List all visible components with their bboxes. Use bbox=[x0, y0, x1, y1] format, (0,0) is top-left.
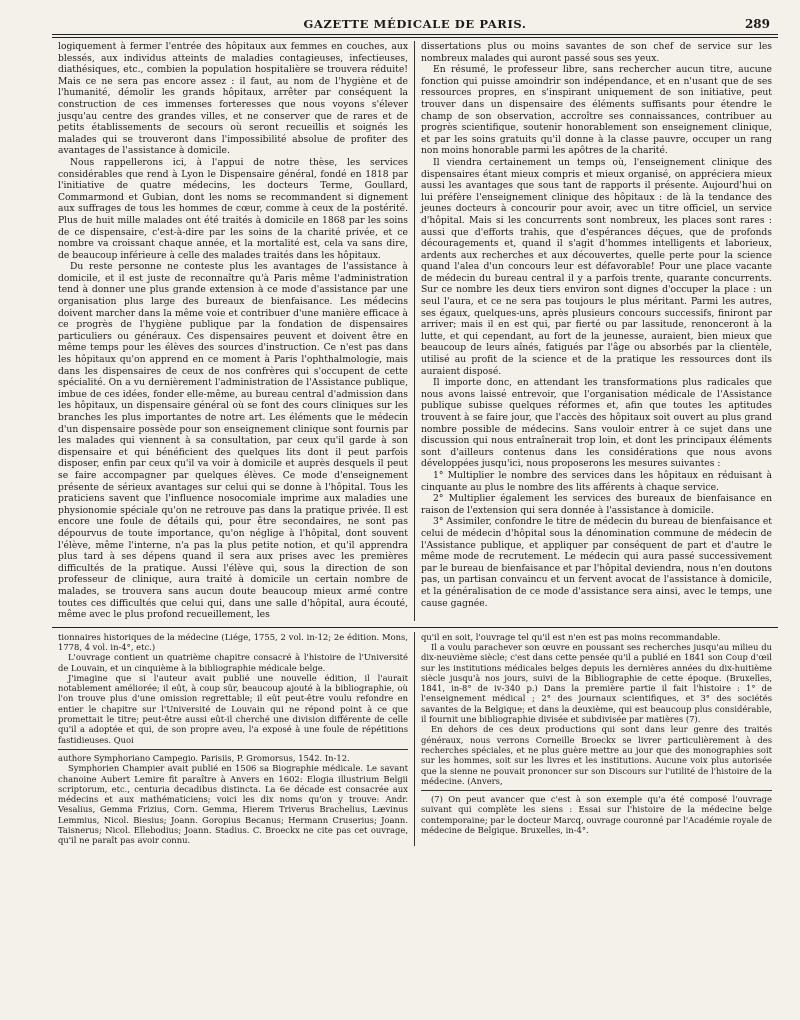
note-paragraph: L'ouvrage contient un quatrième chapitre consacré à l'histoire de l'Université de Louvain, et un cinquième à la bibliographie médicale belge. bbox=[58, 652, 408, 673]
right-paragraph: 1° Multiplier le nombre des services dans les hôpitaux en réduisant à cinquante au plus le nombre des lits afférents à chaque service. bbox=[421, 469, 772, 493]
note-paragraph: Symphorien Champier avait publié en 1506 sa Biographie médicale. Le savant chanoine Aubert Lemire fit paraître à Anvers en 1602: Elogia illustrium Belgii scriptorum, etc., centuria decadibus distincta. La 6e décade est consacrée aux médecins et aux mathématiciens; voici les dix noms qu'on y trouve: Andr. Vesalius, Gemma Frizius, Corn. Gemma, Hierem Triverus Brachelius, Lævinus Lemmius, Nicol. Biesius; Joann. Goropius Becanus; Hermann Cruserius; Joann. Taisnerus; Nicol. Ellebodius; Joann. Stadius. C. Broeckx ne cite pas cet ouvrage, qu'il ne paraît pas avoir connu. bbox=[58, 763, 408, 846]
left-column bbox=[52, 41, 415, 621]
notes-rule bbox=[52, 627, 778, 628]
page-header bbox=[52, 12, 778, 34]
header-rule bbox=[52, 34, 778, 38]
running-title: GAZETTE MÉDICALE DE PARIS. bbox=[303, 17, 527, 31]
note-paragraph: qu'il en soit, l'ouvrage tel qu'il est n'en est pas moins recommandable. bbox=[421, 631, 721, 642]
main-columns bbox=[52, 41, 778, 621]
notes-left-column bbox=[52, 632, 415, 846]
right-paragraph: En résumé, le professeur libre, sans rechercher aucun titre, aucune fonction qui puisse amoindrir son indépendance, et en n'usant que de ses ressources propres, en s'inspirant uniquement de son initiative, peut trouver dans un dispensaire des éléments suffisants pour étendre le champ de son observation, accroître ses connaissances, contribuer au progrès scientifique, soutenir honorablement son enseignement clinique, et par les soins gratuits qu'il donne à la classe pauvre, occuper un rang non moins honorable parmi les apôtres de la charité. bbox=[421, 64, 772, 157]
footnote-separator bbox=[421, 790, 772, 791]
note-paragraph: J'imagine que si l'auteur avait publié une nouvelle édition, il l'aurait notablement améliorée; il eût, à coup sûr, beaucoup ajouté à la bibliographie, où l'on trouve plus d'une omission regrettable; il eût peut-être voulu refondre en entier le chapitre sur l'Université de Louvain qui ne répond point à ce que promettait le titre; peut-être aussi eût-il cherché une division différente de celle qu'il a adoptée et qui, de son propre aveu, l'a exposé à une foule de répétitions fastidieuses. Quoi bbox=[58, 672, 408, 745]
right-paragraph: dissertations plus ou moins savantes de son chef de service sur les nombreux malades qui auront passé sous ses yeux. bbox=[421, 41, 772, 64]
right-column bbox=[415, 41, 778, 621]
note-paragraph: Il a voulu parachever son œuvre en poussant ses recherches jusqu'au milieu du dix-neuvième siècle; c'est dans cette pensée qu'il a publié en 1841 son Coup d'œil sur les institutions médicales belges depuis les dernières années du dix-huitième siècle jusqu'à nos jours, suivi de la Bibliographie de cette époque. (Bruxelles, 1841, in-8° de iv-340 p.) Dans la première partie il fait l'histoire : 1° de l'enseignement médical ; 2° des journaux scientifiques, et 3° des sociétés savantes de la Belgique; et dans la deuxième, qui est beaucoup plus considérable, il fournit une bibliographie divisée et subdivisée par matières (7). bbox=[421, 641, 772, 725]
left-paragraph: logiquement à fermer l'entrée des hôpitaux aux femmes en couches, aux blessés, aux individus atteints de maladies contagieuses, infectieuses, diathésiques, etc., combien la population hospitalière se trouvera réduite! Mais ce ne sera pas encore assez : il faut, au nom de l'hygiène et de l'humanité, démolir les grands hôpitaux, arrêter par conséquent la construction de ces immenses forteresses que nous voyons s'élever jusqu'au centre des grandes villes, et ne conserver que de rares et de petits établissements de secours où seront recueillis et soignés les malades qui se trouveront dans l'impossibilité absolue de profiter des avantages de l'assistance à domicile. bbox=[58, 41, 408, 157]
footnote: (7) On peut avancer que c'est à son exemple qu'a été composé l'ouvrage suivant qui complète les siens : Essai sur l'histoire de la médecine belge contemporaine; par le docteur Marcq, ouvrage couronné par l'Académie royale de médecine de Belgique. Bruxelles, in-4°. bbox=[421, 794, 772, 836]
note-paragraph: authore Symphoriano Campegio. Parisiis, P. Gromorsus, 1542. In-12. bbox=[58, 752, 350, 763]
note-paragraph: En dehors de ces deux productions qui sont dans leur genre des traités généraux, nous verrons Corneille Broeckx se livrer particulièrement à des recherches spéciales, et ne plus guère mettre au jour que des monographies soit sur les hommes, soit sur les livres et les institutions. Aucune voix plus autorisée que la sienne ne pouvait prononcer sur son Discours sur l'utilité de l'histoire de la médecine. (Anvers, bbox=[421, 724, 772, 786]
notes-right-column bbox=[415, 632, 778, 846]
note-separator bbox=[58, 749, 408, 750]
right-paragraph: 2° Multiplier également les services des bureaux de bienfaisance en raison de l'extension qui sera donnée à l'assistance à domicile. bbox=[421, 493, 772, 516]
right-paragraph: Il importe donc, en attendant les transformations plus radicales que nous avons laissé entrevoir, que l'organisation médicale de l'Assistance publique subisse quelques réformes et, afin que toutes les aptitudes trouvent à se faire jour, que l'accès des hôpitaux soit ouvert au plus grand nombre possible de médecins. Sans vouloir entrer à ce sujet dans une discussion qui nous entraînerait trop loin, et dont les principaux éléments sont d'ailleurs contenus dans les considérations que nous avons développées jusqu'ici, nous proposerons les mesures suivantes : bbox=[421, 377, 772, 470]
notes-columns bbox=[52, 632, 778, 846]
right-paragraph: Il viendra certainement un temps où, l'enseignement clinique des dispensaires étant mieux compris et mieux organisé, on appréciera mieux aussi les avantages que sous tant de rapports il présente. Aujourd'hui on lui préfère l'enseignement clinique des hôpitaux : de là la tendance des jeunes docteurs à concourir pour avoir, avec un titre officiel, un service d'hôpital. Mais si les concurrents sont nombreux, les places sont rares : aussi que d'efforts trahis, que d'espérances déçues, que de profonds découragements et, quand il s'agit d'hommes intelligents et laborieux, ardents aux recherches et aux découvertes, quelle perte pour la science quand l'alea d'un concours leur est défavorable! Pour une place vacante de médecin du bureau central il y a parfois trente, quarante concurrents. Sur ce nombre les deux tiers environ sont dignes d'occuper la place : un seul l'aura, et ce ne sera pas toujours le plus méritant. Parmi les autres, ses égaux, quelques-uns, après plusieurs concours successifs, finiront par arriver; mais il en est qui, par fierté ou par lassitude, renonceront à la lutte, et qui cependant, au fort de la jeunesse, auraient, bien mieux que beaucoup de leurs aînés, fatigués par l'âge ou absorbés par la clientèle, utilisé au profit de la science et de la pratique les ressources dont ils auraient disposé. bbox=[421, 156, 772, 377]
note-paragraph: tionnaires historiques de la médecine (Liége, 1755, 2 vol. in-12; 2e édition. Mons, 1778, 4 vol. in-4°, etc.) bbox=[58, 631, 408, 652]
left-paragraph: Du reste personne ne conteste plus les avantages de l'assistance à domicile, et il est juste de reconnaître qu'à Paris même l'administration tend à donner une plus grande extension à ce mode d'assistance par une organisation plus large des bureaux de bienfaisance. Les médecins doivent marcher dans la même voie et contribuer d'une manière efficace à ce progrès de l'hygiène publique par la fondation de dispensaires particuliers ou généraux. Ces dispensaires peuvent et doivent être en même temps pour les élèves des sources d'instruction. Ce n'est pas dans les hôpitaux qu'on apprend en ce moment à Paris l'ophthalmologie, mais dans les dispensaires de ceux de nos confrères qui s'occupent de cette spécialité. On a vu dernièrement l'administration de l'Assistance publique, imbue de ces idées, fonder elle-même, au bureau central d'admission dans les hôpitaux, un dispensaire général où se font des cours cliniques sur les branches les plus importantes de notre art. Les éléments que le médecin d'un dispensaire possède pour son enseignement clinique sont fournis par les malades qui viennent à sa consultation, par ceux qu'il garde à son dispensaire et qui bénéficient des quelques lits dont il peut parfois disposer, enfin par ceux qu'il va voir à domicile et auprès desquels il peut se faire accompagner par quelques élèves. Ce mode d'enseignement présente de sérieux avantages sur celui qui se donne à l'hôpital. Tous les praticiens savent que l'influence nosocomiale imprime aux maladies une physionomie spéciale qu'on ne retrouve pas dans la pratique privée. Il est encore une foule de détails qui, pour être secondaires, ne sont pas dépourvus de toute importance, qu'on néglige à l'hôpital, dont souvent l'élève, même l'interne, n'a pas la plus petite notion, et qu'il apprendra plus tard à ses dépens quand il sera aux prises avec les premières difficultés de la pratique. Aussi l'élève qui, sous la direction de son professeur de clinique, aura traité à domicile un certain nombre de malades, se trouvera sans aucun doute beaucoup mieux armé contre toutes ces difficultés que celui qui, dans une salle d'hôpital, aura écouté, même avec le plus profond recueillement, les bbox=[58, 261, 408, 621]
right-paragraph: 3° Assimiler, confondre le titre de médecin du bureau de bienfaisance et celui de médecin d'hôpital sous la dénomination commune de médecin de l'Assistance publique, et appliquer par conséquent de part et d'autre le même mode de recrutement. Le médecin qui aura passé successivement par le bureau de bienfaisance et par l'hôpital deviendra, nous n'en doutons pas, un partisan convaincu et un fervent avocat de l'assistance à domicile, et la généralisation de ce mode d'assistance sera ainsi, avec le temps, une cause gagnée. bbox=[421, 516, 772, 609]
left-paragraph: Nous rappellerons ici, à l'appui de notre thèse, les services considérables que rend à Lyon le Dispensaire général, fondé en 1818 par l'initiative de quatre médecins, les docteurs Terme, Goullard, Commarmond et Gubian, dont les noms se recommandent si dignement aux suffrages de tous les hommes de cœur, comme à ceux de la postérité. Plus de huit mille malades ont été traités à domicile en 1868 par les soins de ce dispensaire, c'est-à-dire par les soins de la charité privée, et ce nombre va croissant chaque année, et la mortalité est, cela va sans dire, de beaucoup inférieure à celle des malades traités dans les hôpitaux. bbox=[58, 156, 408, 261]
page-number: 289 bbox=[744, 17, 770, 31]
